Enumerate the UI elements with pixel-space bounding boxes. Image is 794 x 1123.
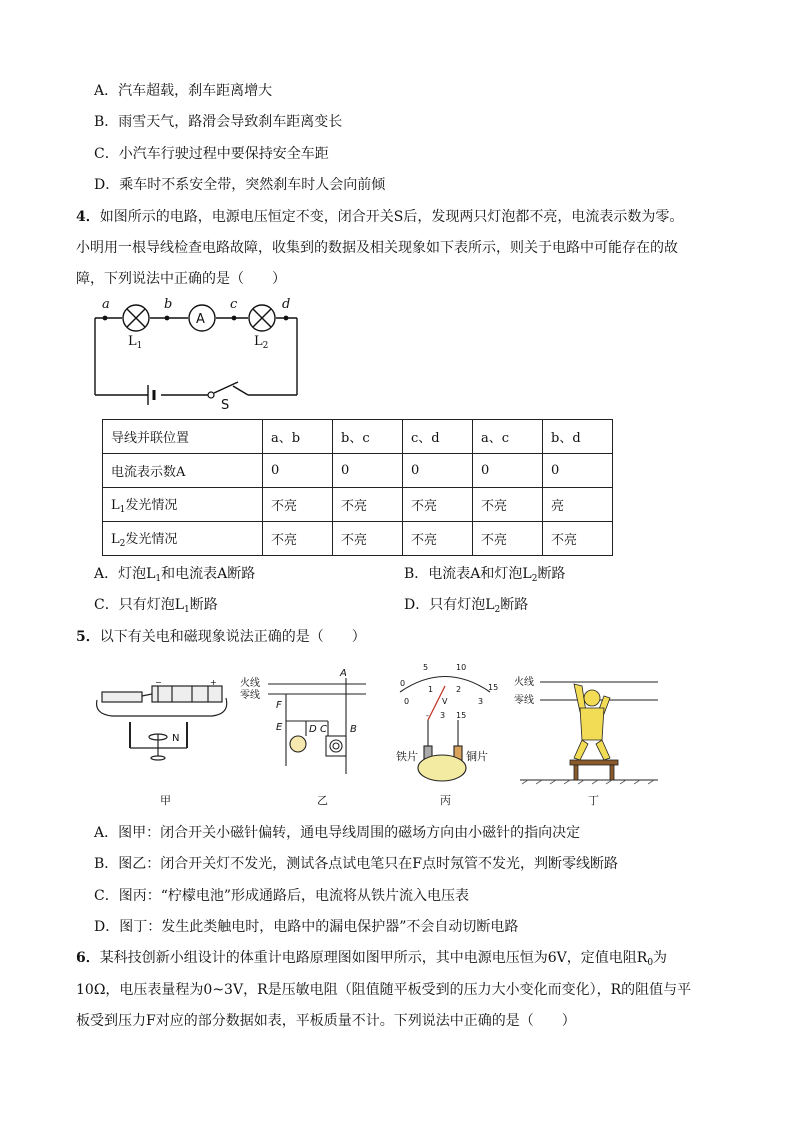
q6-number: 6． [76, 950, 100, 966]
q3-option-a: A．汽车超载，刹车距离增大 [94, 83, 273, 99]
svg-text:F: F [276, 700, 282, 711]
voltmeter-unit-label: V [442, 697, 448, 706]
q4-option-c: C．只有灯泡$L_1$断路 [94, 597, 218, 615]
table-header-label: 导线并联位置 [103, 420, 263, 454]
q4-stem-line-3: 障，下列说法中正确的是（ ） [76, 271, 286, 287]
switch-contact-icon [208, 392, 214, 398]
svg-text:10: 10 [456, 663, 467, 672]
svg-text:+: + [210, 678, 217, 687]
table-row: $L_1$发光情况 不亮 不亮 不亮 不亮 亮 [103, 488, 613, 522]
q6-stem-line-2: 10Ω，电压表量程为0~3V，R是压敏电阻（阻值随平板受到的压力大小变化而变化），R的阻值与平 [76, 982, 692, 998]
figure-jia [92, 674, 237, 769]
person-icon [574, 684, 610, 760]
lamp-l1-label: $L_1$ [128, 334, 143, 351]
iron-plate-label: 铁片 [396, 750, 418, 763]
svg-text:3: 3 [478, 697, 484, 706]
figure-yi [238, 666, 368, 786]
point-b-label: b [164, 297, 173, 312]
point-c-label: c [230, 297, 238, 312]
q4-number: 4． [76, 209, 100, 225]
q4-data-table [102, 419, 613, 556]
lamp-l2-label: $L_2$ [254, 334, 269, 351]
q5-option-c: C．图丙：“柠檬电池”形成通路后，电流将从铁片流入电压表 [94, 888, 470, 904]
q5-stem: 5．以下有关电和磁现象说法正确的是（ ） [76, 629, 366, 645]
svg-text:D: D [309, 724, 317, 735]
q5-number: 5． [76, 629, 100, 645]
svg-text:2: 2 [456, 685, 462, 694]
q3-option-c: C．小汽车行驶过程中要保持安全车距 [94, 146, 329, 162]
q5-option-a: A．图甲：闭合开关小磁针偏转，通电导线周围的磁场方向由小磁针的指向决定 [94, 825, 581, 841]
table-row: 电流表示数A 0 0 0 0 0 [103, 454, 613, 488]
q3-option-b: B．雨雪天气，路滑会导致刹车距离变长 [94, 114, 343, 130]
switch-label: S [221, 398, 230, 412]
q5-option-b: B．图乙：闭合开关灯不发光，测试各点试电笔只在F点时氖管不发光，判断零线断路 [94, 856, 618, 872]
svg-text:B: B [350, 724, 357, 735]
svg-text:5: 5 [423, 663, 429, 672]
q4-option-b: B．电流表A和灯泡$L_2$断路 [404, 566, 566, 584]
figure-jia-caption: 甲 [160, 794, 171, 807]
figure-bing-caption: 丙 [440, 794, 451, 807]
table-row: $L_2$发光情况 不亮 不亮 不亮 不亮 不亮 [103, 522, 613, 556]
point-d-label: d [282, 297, 291, 312]
copper-plate-label: 铜片 [466, 750, 488, 763]
svg-text:0: 0 [404, 697, 410, 706]
svg-text:15: 15 [456, 711, 467, 720]
q4-circuit-diagram [88, 296, 308, 412]
ding-live-label: 火线 [514, 677, 534, 688]
q3-option-d: D．乘车时不系安全带，突然刹车时人会向前倾 [94, 177, 386, 193]
q5-option-d: D．图丁：发生此类触电时，电路中的漏电保护器”不会自动切断电路 [94, 919, 519, 935]
ammeter-label: A [196, 312, 205, 327]
lamp-l1-icon [123, 305, 149, 331]
svg-text:3: 3 [440, 711, 446, 720]
svg-text:−: − [155, 678, 162, 687]
svg-text:C: C [320, 724, 327, 735]
figure-yi-caption: 乙 [317, 794, 328, 807]
q4-option-a: A．灯泡$L_1$和电流表A断路 [94, 566, 256, 584]
figure-ding-caption: 丁 [588, 794, 599, 807]
lamp-l2-icon [249, 305, 275, 331]
svg-text:0: 0 [400, 679, 406, 688]
q4-stem-line-1: 4．如图所示的电路，电源电压恒定不变，闭合开关S后，发现两只灯泡都不亮，电流表示数为零。 [76, 209, 684, 225]
yi-live-label: 火线 [240, 678, 260, 689]
q6-stem-line-1: 6．某科技创新小组设计的体重计电路原理图如图甲所示，其中电源电压恒为6V，定值电阻$R_0$为 [76, 950, 668, 968]
q4-stem-line-2: 小明用一根导线检查电路故障，收集到的数据及相关现象如下表所示，则关于电路中可能存在的故 [76, 240, 678, 256]
q6-stem-line-3: 板受到压力F对应的部分数据如表，平板质量不计。下列说法中正确的是（ ） [76, 1013, 576, 1029]
battery-symbol [148, 385, 154, 405]
svg-text:-: - [426, 711, 429, 720]
q4-option-d: D．只有灯泡$L_2$断路 [404, 597, 529, 615]
ding-neutral-label: 零线 [514, 695, 534, 706]
point-a-label: a [102, 297, 110, 312]
svg-text:A: A [340, 668, 347, 679]
figure-bing [380, 656, 510, 786]
yi-neutral-label: 零线 [240, 690, 260, 701]
svg-text:15: 15 [488, 683, 499, 692]
svg-text:E: E [276, 722, 283, 733]
table-row: 导线并联位置 a、b b、c c、d a、c b、d [103, 420, 613, 454]
needle-n-label: N [172, 733, 180, 744]
svg-text:1: 1 [428, 685, 434, 694]
stool-icon [570, 760, 618, 780]
figure-ding [512, 668, 660, 786]
